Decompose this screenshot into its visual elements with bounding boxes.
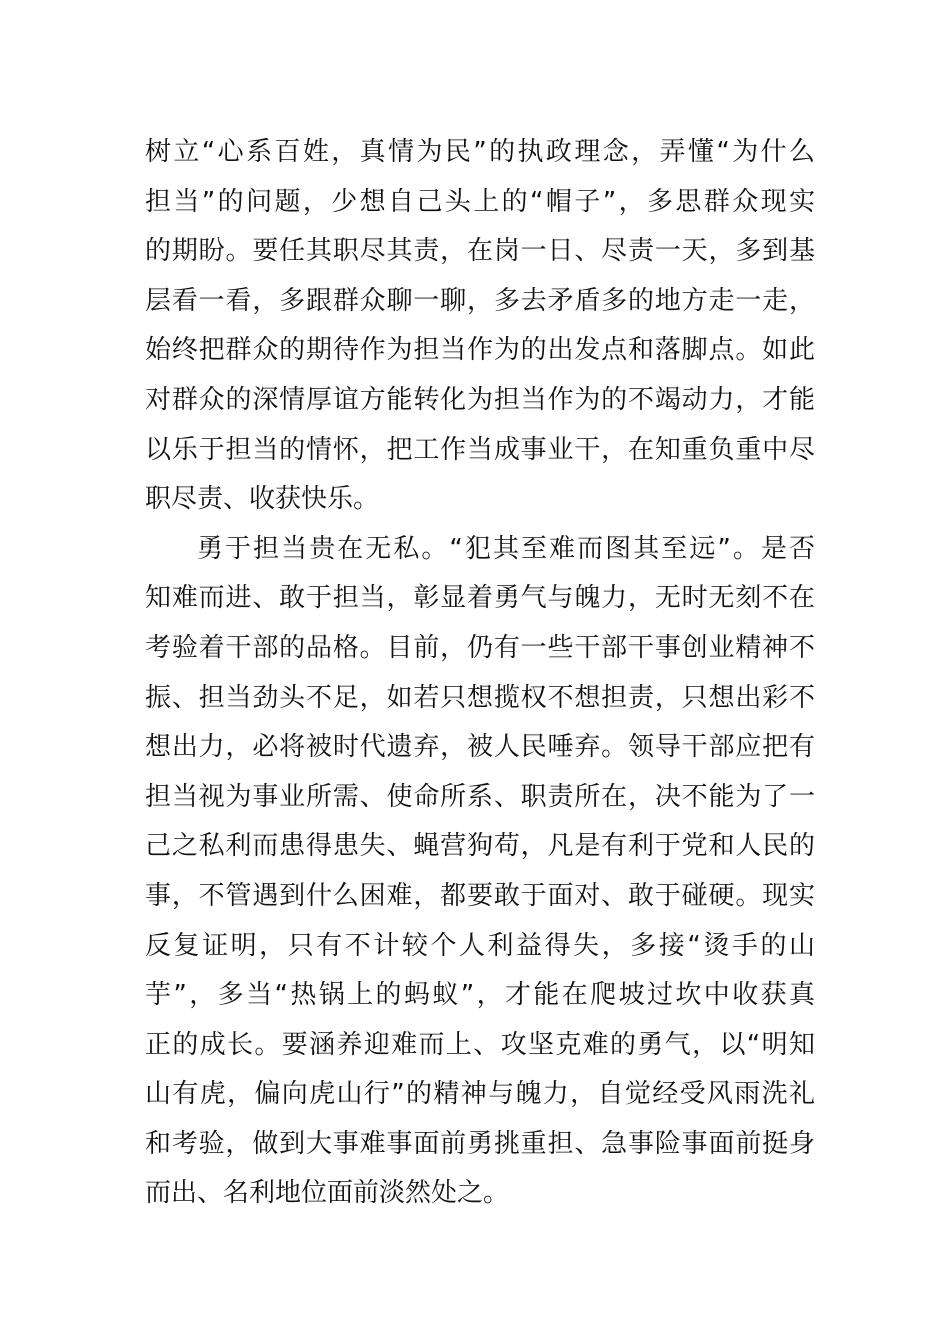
text-line: 担当视为事业所需、使命所系、职责所在，决不能为了一 [145, 781, 815, 812]
text-line: 反复证明，只有不计较个人利益得失，多接“烫手的山 [145, 930, 815, 961]
text-line: 山有虎，偏向虎山行”的精神与魄力，自觉经受风雨洗礼 [145, 1079, 815, 1110]
text-line: 担当”的问题，少想自己头上的“帽子”，多思群众现实 [145, 186, 815, 217]
text-line: 对群众的深情厚谊方能转化为担当作为的不竭动力，才能 [145, 384, 815, 415]
text-line: 己之私利而患得患失、蝇营狗苟，凡是有利于党和人民的 [145, 831, 815, 862]
text-line: 和考验，做到大事难事面前勇挑重担、急事险事面前挺身 [145, 1128, 815, 1159]
text-line: 始终把群众的期待作为担当作为的出发点和落脚点。如此 [145, 335, 815, 366]
text-line: 振、担当劲头不足，如若只想揽权不想担责，只想出彩不 [145, 682, 815, 713]
text-line: 而出、名利地位面前淡然处之。 [145, 1178, 510, 1209]
text-line: 知难而进、敢于担当，彰显着勇气与魄力，无时无刻不在 [145, 583, 815, 614]
text-line: 正的成长。要涵养迎难而上、攻坚克难的勇气，以“明知 [145, 1029, 815, 1060]
body-text [145, 128, 815, 1219]
text-line: 事，不管遇到什么困难，都要敢于面对、敢于碰硬。现实 [145, 880, 815, 911]
text-line: 想出力，必将被时代遗弃，被人民唾弃。领导干部应把有 [145, 732, 815, 763]
text-line: 考验着干部的品格。目前，仍有一些干部干事创业精神不 [145, 632, 815, 663]
text-line: 树立“心系百姓，真情为民”的执政理念，弄懂“为什么 [145, 137, 815, 167]
text-line: 层看一看，多跟群众聊一聊，多去矛盾多的地方走一走， [145, 285, 815, 316]
paragraph-start-line: 勇于担当贵在无私。“犯其至难而图其至远”。是否 [197, 533, 815, 564]
text-line: 以乐于担当的情怀，把工作当成事业干，在知重负重中尽 [145, 434, 815, 465]
text-line: 职尽责、收获快乐。 [145, 484, 380, 515]
text-line: 芋”，多当“热锅上的蚂蚁”，才能在爬坡过坎中收获真 [145, 980, 815, 1011]
text-line: 的期盼。要任其职尽其责，在岗一日、尽责一天，多到基 [145, 236, 815, 267]
